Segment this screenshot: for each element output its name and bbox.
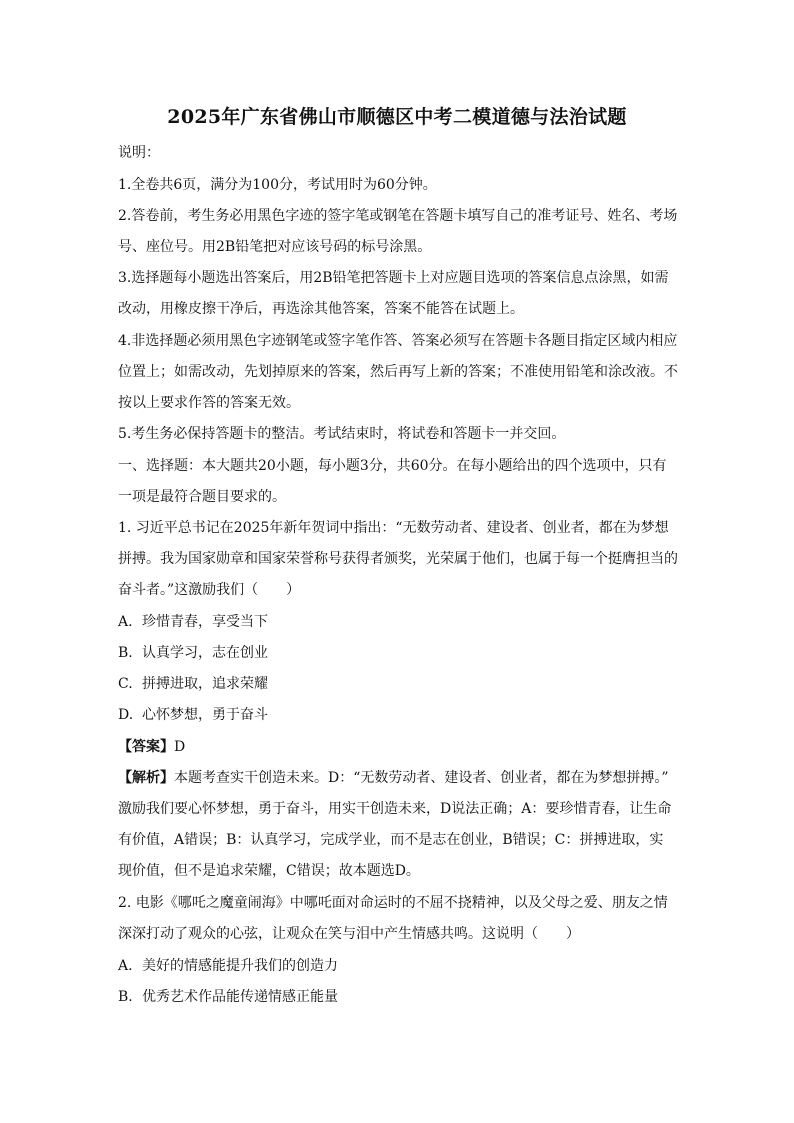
instructions-heading: 说明： xyxy=(118,145,160,161)
question-2-option-a xyxy=(118,956,338,976)
analysis-line: 激励我们要心怀梦想，勇于奋斗，用实干创造未来，D说法正确；A：要珍惜青春，让生命 xyxy=(118,801,672,817)
question-1-option-d xyxy=(118,705,268,725)
instruction-line: 1.全卷共6页，满分为100分，考试用时为60分钟。 xyxy=(118,177,437,193)
instruction-line: 改动，用橡皮擦干净后，再选涂其他答案，答案不能答在试题上。 xyxy=(118,301,524,317)
option-text: 心怀梦想，勇于奋斗 xyxy=(142,707,268,723)
question-1-stem: 拼搏。我为国家勋章和国家荣誉称号获得者颁奖，光荣属于他们，也属于每一个挺膺担当的 xyxy=(118,551,678,567)
option-text: 拼搏进取，追求荣耀 xyxy=(142,676,268,692)
instruction-line: 5.考生务必保持答题卡的整洁。考试结束时，将试卷和答题卡一并交回。 xyxy=(118,426,566,442)
analysis-line: 现价值，但不是追求荣耀，C错误；故本题选D。 xyxy=(118,863,420,879)
question-1-stem: 1. 习近平总书记在2025年新年贺词中指出：“无数劳动者、建设者、创业者，都在为梦想 xyxy=(118,520,669,536)
page-title: 2025年广东省佛山市顺德区中考二模道德与法治试题 xyxy=(167,106,627,128)
option-text: 优秀艺术作品能传递情感正能量 xyxy=(142,989,338,1005)
option-key: A. xyxy=(118,958,133,974)
option-text: 美好的情感能提升我们的创造力 xyxy=(142,958,338,974)
question-1-option-b xyxy=(118,643,268,663)
question-1-option-c xyxy=(118,674,268,694)
option-key: D. xyxy=(118,707,134,723)
analysis-text: 本题考查实干创造未来。D：“无数劳动者、建设者、创业者，都在为梦想拼搏。” xyxy=(174,770,669,786)
option-key: B. xyxy=(118,645,133,661)
section-heading: 一项是最符合题目要求的。 xyxy=(118,489,286,505)
instruction-line: 按以上要求作答的答案无效。 xyxy=(118,395,300,411)
instruction-line: 位置上；如需改动，先划掉原来的答案，然后再写上新的答案；不准使用铅笔和涂改液。不 xyxy=(118,364,678,380)
instruction-line: 号、座位号。用2B铅笔把对应该号码的标号涂黑。 xyxy=(118,239,432,255)
analysis-label: 【解析】 xyxy=(118,770,174,786)
question-1-stem: 奋斗者。”这激励我们（ ） xyxy=(118,582,301,598)
option-text: 珍惜青春，享受当下 xyxy=(142,614,268,630)
question-2-option-b xyxy=(118,987,338,1007)
question-2-stem: 2. 电影《哪吒之魔童闹海》中哪吒面对命运时的不屈不挠精神，以及父母之爱、朋友之情 xyxy=(118,895,668,911)
option-key: C. xyxy=(118,676,133,692)
question-1-analysis xyxy=(118,768,678,788)
question-1-answer xyxy=(118,737,678,757)
analysis-line: 有价值，A错误；B：认真学习，完成学业，而不是志在创业，B错误；C：拼搏进取，实 xyxy=(118,832,664,848)
instruction-line: 3.选择题每小题选出答案后，用2B铅笔把答题卡上对应题目选项的答案信息点涂黑，如需 xyxy=(118,270,669,286)
instruction-line: 2.答卷前，考生务必用黑色字迹的签字笔或钢笔在答题卡填写自己的准考证号、姓名、考场 xyxy=(118,208,678,224)
option-key: A. xyxy=(118,614,133,630)
option-key: B. xyxy=(118,989,133,1005)
question-2-stem: 深深打动了观众的心弦，让观众在笑与泪中产生情感共鸣。这说明（ ） xyxy=(118,926,580,942)
option-text: 认真学习，志在创业 xyxy=(142,645,268,661)
instruction-line: 4.非选择题必须用黑色字迹钢笔或签字笔作答、答案必须写在答题卡各题目指定区域内相应 xyxy=(118,333,678,349)
answer-label: 【答案】 xyxy=(118,739,174,755)
answer-value: D xyxy=(174,739,186,755)
section-heading: 一、选择题：本大题共20小题，每小题3分，共60分。在每小题给出的四个选项中，只有 xyxy=(118,458,667,474)
question-1-option-a xyxy=(118,612,268,632)
